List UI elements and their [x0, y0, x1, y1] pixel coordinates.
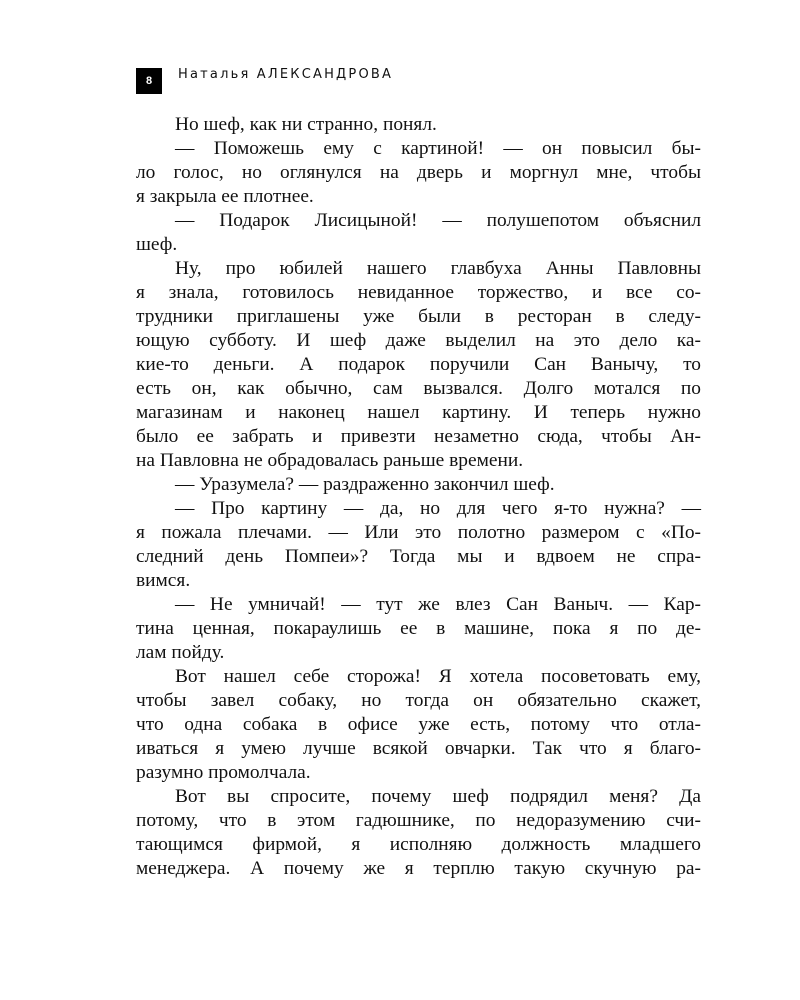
page-number: 8 — [136, 68, 162, 94]
text-line: разумно промолчала. — [136, 762, 311, 783]
text-line: тина ценная, покараулишь ее в машине, пока я по де- — [136, 618, 701, 639]
text-line: лам пойду. — [136, 642, 225, 663]
text-line: менеджера. А почему же я терплю такую скучную ра- — [136, 858, 701, 879]
body-text — [136, 113, 701, 881]
text-line: трудники приглашены уже были в ресторан в следу- — [136, 306, 701, 327]
text-line: Вот вы спросите, почему шеф подрядил меня? Да — [175, 786, 701, 807]
text-line: на Павловна не обрадовалась раньше времени. — [136, 450, 524, 471]
text-line: ло голос, но оглянулся на дверь и моргнул мне, чтобы — [136, 162, 701, 183]
text-line: — Поможешь ему с картиной! — он повысил бы- — [175, 138, 701, 159]
text-line: тающимся фирмой, я исполняю должность младшего — [136, 834, 701, 855]
text-line: я знала, готовилось невиданное торжество, и все со- — [136, 282, 701, 303]
text-line: что одна собака в офисе уже есть, потому что отла- — [136, 714, 701, 735]
text-line: следний день Помпеи»? Тогда мы и вдвоем не спра- — [136, 546, 701, 567]
text-line: — Уразумела? — раздраженно закончил шеф. — [175, 474, 555, 495]
text-line: потому, что в этом гадюшнике, по недоразумению счи- — [136, 810, 701, 831]
text-line: — Не умничай! — тут же влез Сан Ваныч. — Кар- — [175, 594, 701, 615]
text-line: иваться я умею лучше всякой овчарки. Так что я благо- — [136, 738, 701, 759]
text-line: Вот нашел себе сторожа! Я хотела посоветовать ему, — [175, 666, 701, 687]
text-line: — Подарок Лисицыной! — полушепотом объяснил — [175, 210, 701, 231]
author-name: Наталья АЛЕКСАНДРОВА — [178, 66, 394, 82]
text-line: есть он, как обычно, сам вызвался. Долго мотался по — [136, 378, 701, 399]
text-line: было ее забрать и привезти незаметно сюда, чтобы Ан- — [136, 426, 701, 447]
text-line: я закрыла ее плотнее. — [136, 186, 314, 207]
text-line: я пожала плечами. — Или это полотно размером с «По- — [136, 522, 701, 543]
text-line: ющую субботу. И шеф даже выделил на это дело ка- — [136, 330, 701, 351]
text-line: — Про картину — да, но для чего я-то нужна? — — [175, 498, 701, 519]
text-line: шеф. — [136, 234, 178, 255]
text-line: вимся. — [136, 570, 191, 591]
text-line: Ну, про юбилей нашего главбуха Анны Павловны — [175, 258, 701, 279]
text-line: кие-то деньги. А подарок поручили Сан Ванычу, то — [136, 354, 701, 375]
text-line: магазинам и наконец нашел картину. И теперь нужно — [136, 402, 701, 423]
running-head — [136, 68, 393, 94]
text-line: Но шеф, как ни странно, понял. — [175, 114, 437, 135]
text-line: чтобы завел собаку, но тогда он обязательно скажет, — [136, 690, 701, 711]
